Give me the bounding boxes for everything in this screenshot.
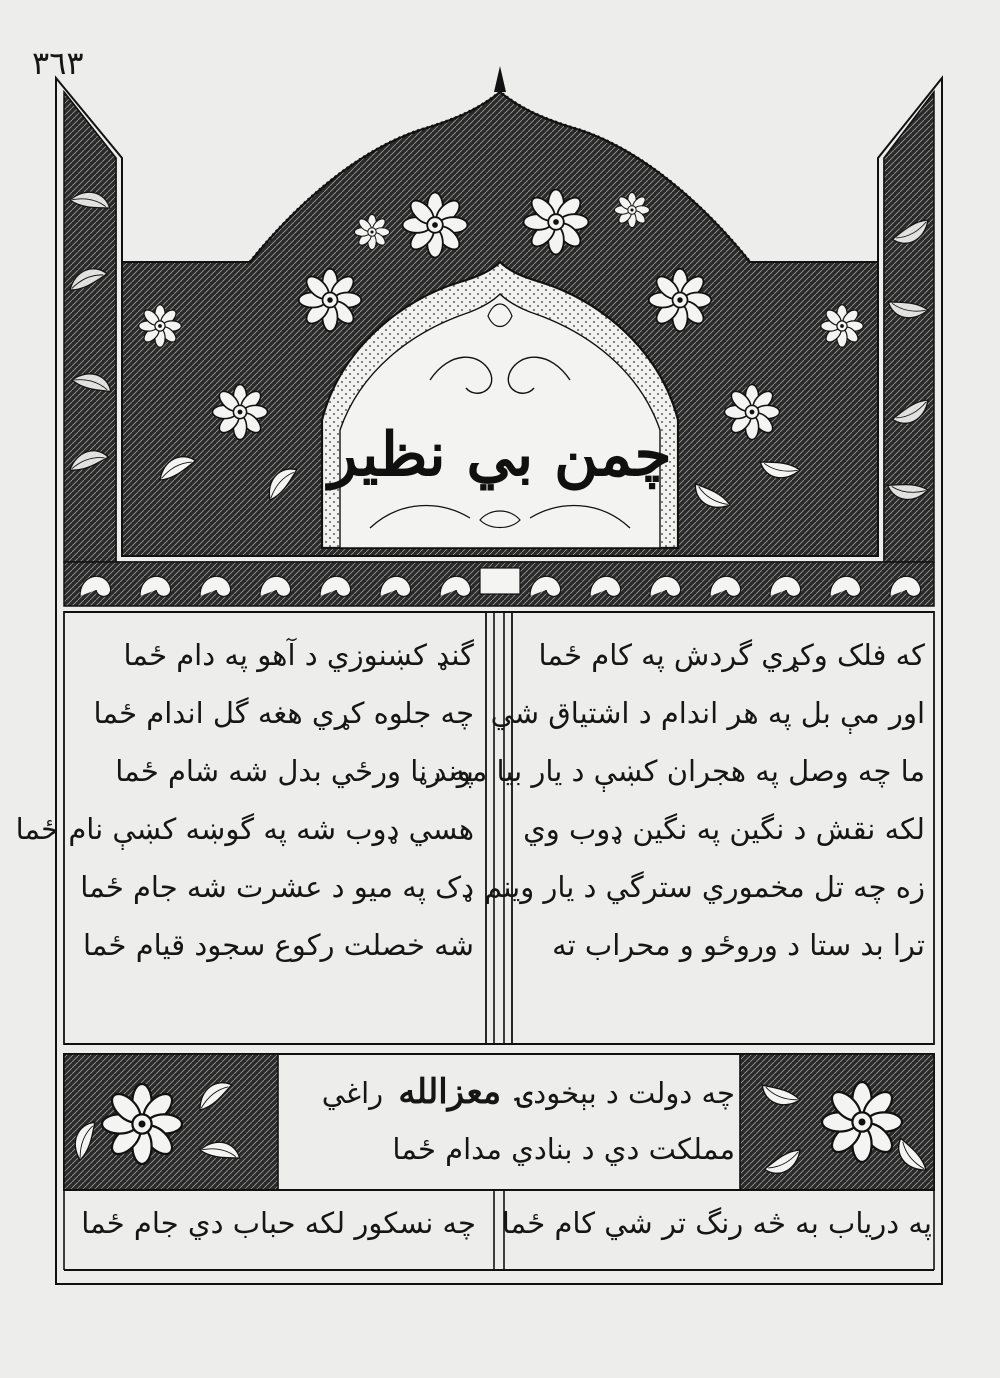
bottom-verse-right: په درياب به څه رنگ تر شي کام ځما xyxy=(501,1206,932,1240)
verse-line: ما چه وصل په هجران کښې د يار بيا موند xyxy=(433,754,925,788)
couplet-text: چه دولت د بېخودۍ xyxy=(516,1076,735,1110)
verse-line: زه چه تل مخموري سترگي د يار وينم xyxy=(484,870,925,904)
verse-line: ډک په ميو د عشرت شه جام ځما xyxy=(80,870,474,904)
poet-name: معزالله xyxy=(398,1072,502,1112)
verse-line: ترا بد ستا د وروځو و محراب ته xyxy=(552,928,925,962)
page-title: چمن بي نظير xyxy=(328,420,672,490)
verse-line: گنډ کښنوزي د آهو په دام ځما xyxy=(123,638,474,672)
verse-line: که فلک وکړي گردش په کام ځما xyxy=(538,638,925,672)
left-column xyxy=(15,626,474,974)
page-number: ٣٦٣ xyxy=(32,44,84,82)
right-column xyxy=(433,626,925,974)
verse-line: په رڼا ورځي بدل شه شام ځما xyxy=(115,754,474,788)
bottom-verse-left: چه نسکور لکه حباب دي جام ځما xyxy=(81,1206,476,1240)
couplet-line-2: مملکت دي د بنادي مدام ځما xyxy=(392,1132,735,1166)
verse-line: اور مې بل په هر اندام د اشتياق شي xyxy=(490,696,925,730)
verse-line: هسي ډوب شه په گوښه کښې نام ځما xyxy=(15,812,474,846)
verse-line: شه خصلت رکوع سجود قيام ځما xyxy=(82,928,474,962)
verse-line: لکه نقش د نگين په نگين ډوب وي xyxy=(523,812,925,846)
verse-line: چه جلوه کړي هغه گل اندام ځما xyxy=(93,696,474,730)
couplet-text: راغي xyxy=(321,1076,384,1110)
couplet-line-1 xyxy=(290,1064,735,1121)
closing-couplet xyxy=(290,1064,735,1178)
